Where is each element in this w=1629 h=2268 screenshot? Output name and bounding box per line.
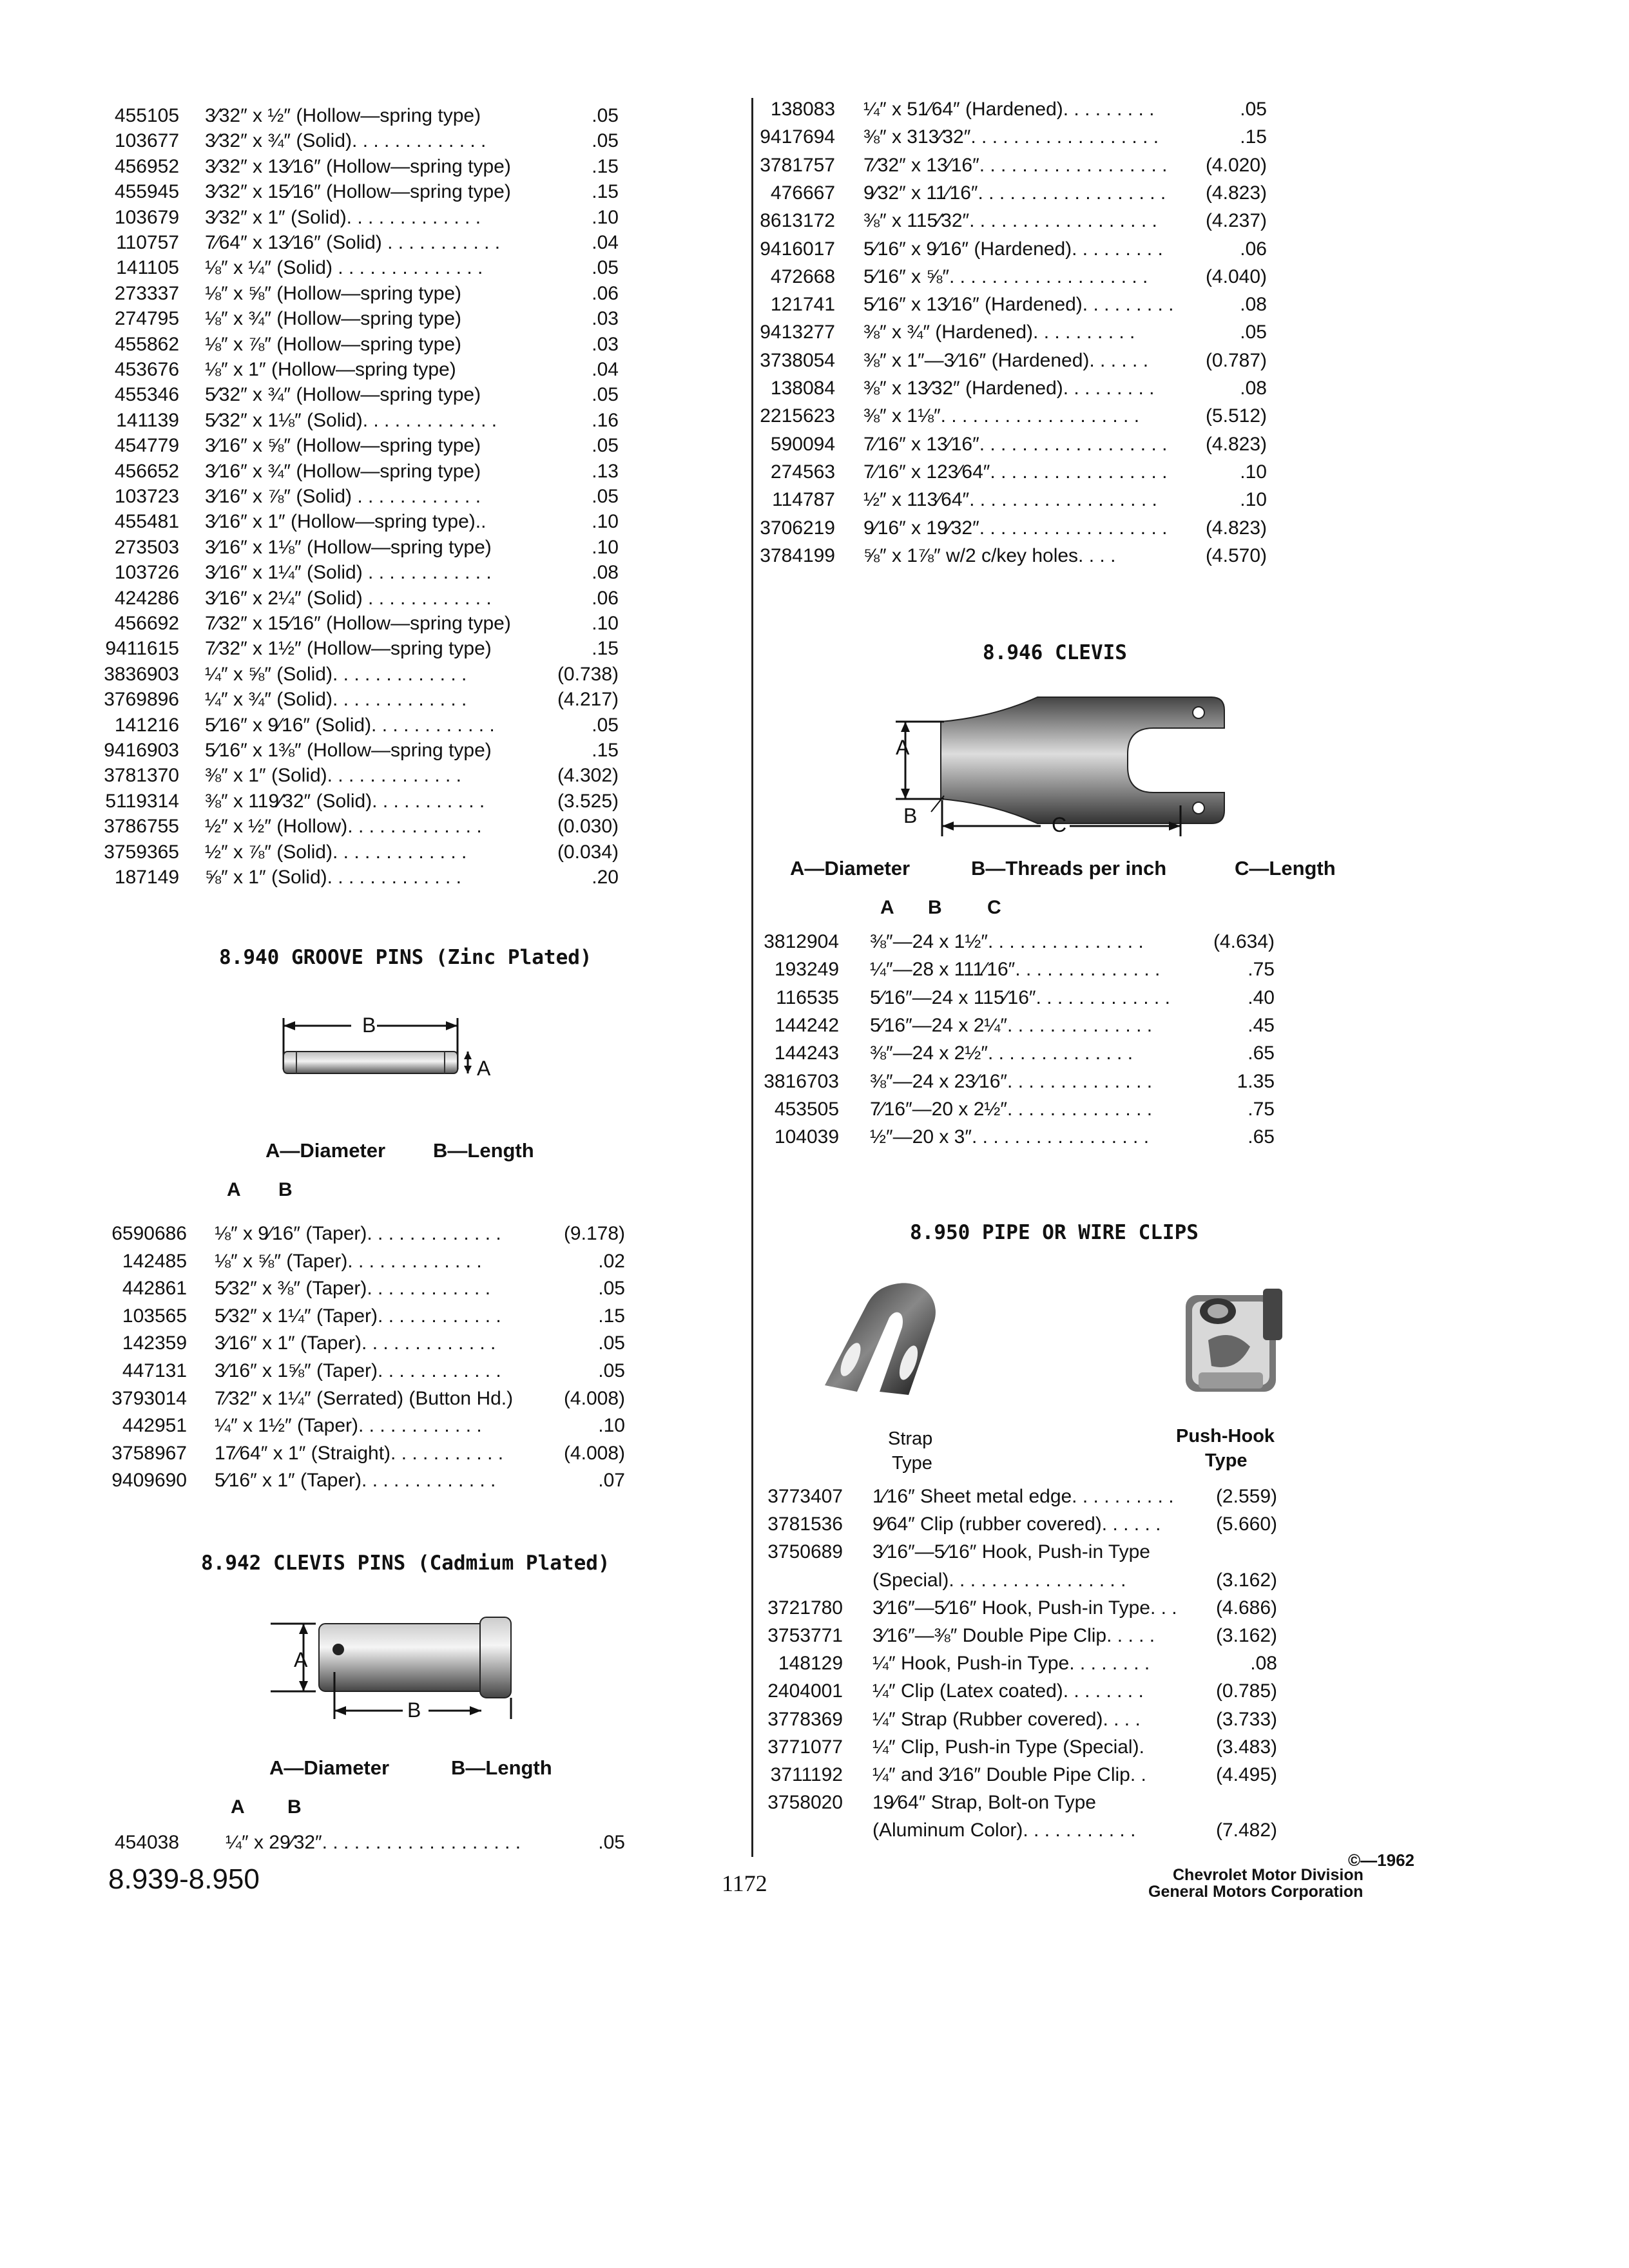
price: .15 [592,638,619,660]
part-description: ¼″ and 3⁄16″ Double Pipe Clip. . [872,1764,1146,1785]
part-description: ½″—20 x 3″. . . . . . . . . . . . . . . . . [870,1126,1150,1148]
groove-header-a: A [227,1179,241,1200]
price: (3.483) [1215,1736,1277,1758]
clip-row [0,1539,1284,1565]
part-number: 121741 [770,294,835,316]
part-number: 2215623 [760,405,835,427]
part-description: ⅜″—24 x 2½″. . . . . . . . . . . . . . [870,1043,1133,1064]
part-number: 3758967 [111,1442,187,1464]
part-description: 3⁄16″ x 1⅛″ (Hollow—spring type) [205,536,492,558]
part-number: 273503 [114,536,179,558]
part-description: 7⁄16″ x 13⁄16″. . . . . . . . . . . . . . . . . . [863,433,1168,455]
groove-legend-a: A—Diameter [265,1139,386,1162]
part-number: 455346 [114,384,179,406]
page-number: 1172 [722,1870,767,1896]
part-number: 273337 [114,282,179,304]
corporation-name: General Motors Corporation [1148,1883,1364,1901]
part-description: ⅜″ x 13⁄32″ (Hardened). . . . . . . . . [863,378,1155,399]
price: (4.823) [1205,433,1267,455]
part-number: 9409690 [111,1470,187,1492]
part-description: ⅛″ x ¾″ (Hollow—spring type) [205,308,462,330]
part-number: 454038 [114,1832,179,1853]
clevis-pins-header-b: B [287,1796,302,1818]
clip-row [0,1512,1284,1537]
part-number: 456952 [114,155,179,177]
part-number: 114787 [772,489,835,511]
part-number: 144242 [774,1014,839,1036]
part-description: 5⁄16″—24 x 115⁄16″. . . . . . . . . . . . . [870,986,1170,1008]
part-description: ⅛″ x ⅞″ (Hollow—spring type) [205,333,462,355]
part-number: 103679 [114,206,179,228]
clevis-legend-b: B—Threads per inch [971,857,1167,879]
price: .15 [1240,126,1267,148]
price: .10 [1240,461,1267,483]
part-number: 274563 [770,461,835,483]
part-number: 9411615 [105,638,179,660]
part-number: 3786755 [104,816,179,838]
clevis-diagram-label-c: C [1052,813,1067,836]
price: (4.686) [1215,1597,1277,1619]
part-description: 3⁄32″ x 13⁄16″ (Hollow—spring type) [205,155,511,177]
price: (0.785) [1215,1680,1277,1702]
part-number: 9416017 [760,238,835,260]
part-number: 3711192 [770,1764,843,1785]
price: (4.040) [1205,265,1267,287]
part-description: 9⁄32″ x 11⁄16″. . . . . . . . . . . . . . . . . . [863,182,1166,204]
part-description: ½″ x ½″ (Hollow). . . . . . . . . . . . . [205,816,482,838]
price: (0.787) [1205,349,1267,371]
price: (5.512) [1205,405,1267,427]
clevis-pins-legend-a: A—Diameter [269,1756,390,1779]
clip-row [0,1484,1284,1510]
part-description: 3⁄16″—⅜″ Double Pipe Clip. . . . . [872,1625,1155,1646]
part-description: ¼″ Strap (Rubber covered). . . . [872,1708,1141,1730]
part-number: 447131 [122,1360,187,1381]
clevis-diagram-label-a: A [896,736,910,759]
part-number: 116535 [776,986,839,1008]
part-description: ⅜″ x 115⁄32″. . . . . . . . . . . . . . . . . . [863,210,1157,232]
price: .05 [1240,99,1267,120]
part-description: ⅛″ x ⅝″ (Hollow—spring type) [205,282,462,304]
clevis-header-b: B [928,897,942,918]
part-description: 3⁄32″ x ¾″ (Solid). . . . . . . . . . . . . [205,130,487,152]
groove-header-b: B [278,1179,293,1200]
part-number: 5119314 [105,790,179,812]
clip-row [0,1651,1284,1677]
part-description: 5⁄32″ x ¾″ (Hollow—spring type) [205,384,481,406]
price: (3.162) [1215,1569,1277,1591]
part-description: 3⁄16″ x 2¼″ (Solid) . . . . . . . . . . . . [205,587,492,609]
section-range: 8.939-8.950 [108,1863,260,1895]
part-number: 3750689 [767,1541,843,1563]
clip-row [0,1762,1284,1788]
clevis-diagram-label-b: B [903,804,918,827]
price: .05 [592,435,619,457]
part-description: ⅜″—24 x 1½″. . . . . . . . . . . . . . . [870,931,1144,952]
part-number: 144243 [774,1043,839,1064]
part-number: 3773407 [767,1486,843,1507]
part-description: ¼″ x 51⁄64″ (Hardened). . . . . . . . . [863,99,1155,120]
part-number: 9416903 [104,740,179,761]
part-number: 424286 [114,587,179,609]
part-number: 3793014 [111,1387,187,1409]
price: .75 [1248,959,1275,981]
part-description: 17⁄64″ x 1″ (Straight). . . . . . . . . . . [215,1442,504,1464]
price: .06 [592,587,619,609]
part-description: 5⁄32″ x 1¼″ (Taper). . . . . . . . . . . . [215,1305,501,1327]
part-number: 141139 [116,409,179,431]
part-description: 19⁄64″ Strap, Bolt-on Type [872,1792,1096,1814]
part-number: 3781370 [104,765,179,787]
clip-row [0,1595,1284,1621]
part-number: 138084 [770,378,835,399]
price: .05 [592,714,619,736]
clevis-pins-legend-b: B—Length [451,1756,552,1779]
price: .10 [592,536,619,558]
part-description: ⅜″ x 313⁄32″. . . . . . . . . . . . . . . . . . [863,126,1159,148]
price: .05 [592,130,619,152]
part-number: 148129 [778,1653,843,1675]
part-number: 456652 [114,460,179,482]
price: .03 [592,333,619,355]
part-description: 3⁄16″ x 1″ (Taper). . . . . . . . . . . . . [215,1332,496,1354]
part-description: 5⁄16″ x 1⅜″ (Hollow—spring type) [205,740,492,761]
price: .45 [1248,1014,1275,1036]
price: .15 [592,740,619,761]
clip-row [0,1568,1284,1593]
price: .05 [592,257,619,279]
part-description: ⅛″ x ¼″ (Solid) . . . . . . . . . . . . . . [205,257,483,279]
part-description: ⅜″ x 1″ (Solid). . . . . . . . . . . . . [205,765,462,787]
part-description: ⅛″ x ⅝″ (Taper). . . . . . . . . . . . . [215,1250,482,1272]
price: .05 [592,384,619,406]
part-number: 141105 [116,257,179,279]
price: (4.237) [1205,210,1267,232]
part-number: 3769896 [104,689,179,711]
part-number: 142485 [122,1250,187,1272]
part-number: 142359 [122,1332,187,1354]
part-description: ¼″—28 x 111⁄16″. . . . . . . . . . . . . . [870,959,1161,981]
part-number: 103726 [114,562,179,584]
part-description: 7⁄32″ x 1½″ (Hollow—spring type) [205,638,492,660]
price: (4.008) [563,1387,625,1409]
part-number: 456692 [114,613,179,634]
part-number: 193249 [774,959,839,981]
part-description: ⅜″ x 1″—3⁄16″ (Hardened). . . . . . [863,349,1149,371]
part-description: (Special). . . . . . . . . . . . . . . . . [872,1569,1126,1591]
part-description: ¼″ Hook, Push-in Type. . . . . . . . [872,1653,1150,1675]
price: .03 [592,308,619,330]
part-description: 3⁄16″ x ⅝″ (Hollow—spring type) [205,435,481,457]
part-number: 3812904 [764,931,839,952]
part-description: ¼″ x 1½″ (Taper). . . . . . . . . . . . [215,1415,482,1437]
price: .04 [592,359,619,380]
clevis-header-c: C [987,897,1001,918]
price: .05 [592,105,619,126]
part-number: 3778369 [767,1708,843,1730]
copyright: ©—1962 [1348,1850,1414,1870]
price: .40 [1248,986,1275,1008]
part-description: ⅝″ x 1⅞″ w/2 c/key holes. . . . [863,544,1116,566]
part-number: 3781757 [760,154,835,176]
price: (0.030) [557,816,619,838]
price: .15 [598,1305,625,1327]
groove-diagram-label-a: A [477,1057,491,1080]
price: .16 [592,409,619,431]
part-number: 3738054 [760,349,835,371]
part-number: 3706219 [760,517,835,539]
part-description: 3⁄16″ x 1¼″ (Solid) . . . . . . . . . . . . [205,562,492,584]
part-number: 472668 [770,265,835,287]
price: 1.35 [1237,1070,1275,1092]
part-number: 3759365 [104,841,179,863]
price: (2.559) [1215,1486,1277,1507]
price: (4.302) [557,765,619,787]
price: .20 [592,867,619,888]
part-number: 455105 [114,105,179,126]
part-description: 3⁄16″—5⁄16″ Hook, Push-in Type [872,1541,1150,1563]
clips-title: 8.950 PIPE OR WIRE CLIPS [910,1221,1199,1244]
part-description: ⅜″ x 119⁄32″ (Solid). . . . . . . . . . . [205,790,485,812]
price: .65 [1248,1126,1275,1148]
part-description: 7⁄16″ x 123⁄64″. . . . . . . . . . . . . . . . . [863,461,1168,483]
price: .13 [592,460,619,482]
part-number: 3781536 [767,1514,843,1535]
price: .04 [592,232,619,253]
clevis-pin-diagram-label-a: A [294,1648,308,1671]
part-description: 5⁄16″—24 x 2¼″. . . . . . . . . . . . . . [870,1014,1153,1036]
strap-type-label-1: Strap [888,1428,933,1449]
price: .08 [1250,1653,1277,1675]
clip-row [0,1790,1284,1816]
part-description: 3⁄16″ x ⅞″ (Solid) . . . . . . . . . . . . [205,486,481,507]
part-number: 9413277 [760,322,835,343]
price: .10 [592,613,619,634]
part-number: 103565 [122,1305,187,1327]
part-number: 103723 [114,486,179,507]
part-description: 3⁄16″—5⁄16″ Hook, Push-in Type. . . [872,1597,1177,1619]
price: (4.217) [557,689,619,711]
part-description: 3⁄16″ x 1″ (Hollow—spring type).. [205,511,487,533]
push-hook-type-label-2: Type [1205,1450,1248,1471]
part-description: ⅝″ x 1″ (Solid). . . . . . . . . . . . . [205,867,462,888]
clip-row [0,1735,1284,1760]
price: (0.034) [557,841,619,863]
price: .08 [1240,294,1267,316]
part-description: ¼″ x ⅝″ (Solid). . . . . . . . . . . . . [205,663,467,685]
part-description: ⅛″ x 9⁄16″ (Taper). . . . . . . . . . . . . [215,1223,501,1244]
part-number: 3758020 [767,1792,843,1814]
part-number: 187149 [114,867,179,888]
clevis-pins-title: 8.942 CLEVIS PINS (Cadmium Plated) [201,1552,610,1575]
price: (4.570) [1205,544,1267,566]
price: .06 [592,282,619,304]
part-number: 104039 [774,1126,839,1148]
part-description: ⅜″ x 1⅛″. . . . . . . . . . . . . . . . . . . [863,405,1140,427]
part-number: 8613172 [760,210,835,232]
clip-row [0,1818,1284,1843]
clip-row [0,1623,1284,1649]
part-description: 7⁄64″ x 13⁄16″ (Solid) . . . . . . . . . . . [205,232,501,253]
part-number: 138083 [770,99,835,120]
clevis-legend-c: C—Length [1235,857,1336,879]
price: (4.020) [1205,154,1267,176]
part-number: 103677 [114,130,179,152]
part-description: ⅛″ x 1″ (Hollow—spring type) [205,359,456,380]
price: .06 [1240,238,1267,260]
part-description: 3⁄32″ x ½″ (Hollow—spring type) [205,105,481,126]
part-description: 7⁄32″ x 13⁄16″. . . . . . . . . . . . . . . . . . [863,154,1168,176]
part-description: 7⁄32″ x 1¼″ (Serrated) (Button Hd.) [215,1387,514,1409]
part-number: 455862 [114,333,179,355]
clip-row [0,1707,1284,1733]
part-description: 3⁄32″ x 15⁄16″ (Hollow—spring type) [205,181,511,203]
clevis-title: 8.946 CLEVIS [983,641,1127,664]
price: .75 [1248,1098,1275,1120]
part-number: 2404001 [767,1680,843,1702]
part-number: 9417694 [760,126,835,148]
part-description: ½″ x ⅞″ (Solid). . . . . . . . . . . . . [205,841,467,863]
price: (3.733) [1215,1708,1277,1730]
price: .15 [592,155,619,177]
price: .05 [598,1278,625,1300]
division-name: Chevrolet Motor Division [1173,1866,1364,1884]
clevis-legend-a: A—Diameter [790,857,911,879]
price: .07 [598,1470,625,1492]
part-description: 5⁄32″ x 1⅛″ (Solid). . . . . . . . . . . . . [205,409,497,431]
part-description: ¼″ Clip, Push-in Type (Special). [872,1736,1144,1758]
part-number: 3771077 [767,1736,843,1758]
part-number: 442861 [122,1278,187,1300]
price: (3.525) [557,790,619,812]
part-description: 5⁄16″ x 9⁄16″ (Solid). . . . . . . . . . . . [205,714,495,736]
part-description: 7⁄32″ x 15⁄16″ (Hollow—spring type) [205,613,511,634]
price: (4.823) [1205,517,1267,539]
price: (3.162) [1215,1625,1277,1646]
price: .08 [592,562,619,584]
part-number: 141216 [114,714,179,736]
part-number: 455945 [114,181,179,203]
price: (7.482) [1215,1820,1277,1841]
groove-legend-b: B—Length [433,1139,534,1162]
price: (9.178) [563,1223,625,1244]
price: .65 [1248,1043,1275,1064]
clevis-pin-diagram-label-b: B [407,1698,421,1722]
part-number: 110757 [116,232,179,253]
part-number: 476667 [770,182,835,204]
strap-type-label-2: Type [892,1453,932,1474]
part-description: 9⁄64″ Clip (rubber covered). . . . . . [872,1514,1161,1535]
part-number: 3753771 [767,1625,843,1646]
price: (0.738) [557,663,619,685]
part-description: 5⁄16″ x ⅝″. . . . . . . . . . . . . . . . . . . [863,265,1148,287]
price: .05 [1240,322,1267,343]
part-description: 3⁄16″ x ¾″ (Hollow—spring type) [205,460,481,482]
part-description: 5⁄16″ x 13⁄16″ (Hardened). . . . . . . . . [863,294,1174,316]
part-number: 454779 [114,435,179,457]
price: (5.660) [1215,1514,1277,1535]
part-description: 3⁄16″ x 1⅝″ (Taper). . . . . . . . . . . . [215,1360,501,1381]
part-number: 3836903 [104,663,179,685]
part-number: 590094 [770,433,835,455]
price: .10 [598,1415,625,1437]
part-description: ⅜″—24 x 23⁄16″. . . . . . . . . . . . . . [870,1070,1153,1092]
groove-pins-title: 8.940 GROOVE PINS (Zinc Plated) [219,946,592,969]
price: (4.008) [563,1442,625,1464]
part-description: 7⁄16″—20 x 2½″. . . . . . . . . . . . . . [870,1098,1153,1120]
part-number: 453676 [114,359,179,380]
part-description: (Aluminum Color). . . . . . . . . . . [872,1820,1136,1841]
price: .10 [1240,489,1267,511]
part-number: 274795 [114,308,179,330]
part-number: 455481 [114,511,179,533]
part-description: 5⁄32″ x ⅜″ (Taper). . . . . . . . . . . . [215,1278,491,1300]
part-description: 9⁄16″ x 19⁄32″. . . . . . . . . . . . . . . . . . [863,517,1168,539]
part-number: 3784199 [760,544,835,566]
part-description: 3⁄32″ x 1″ (Solid). . . . . . . . . . . . . [205,206,481,228]
part-description: 5⁄16″ x 9⁄16″ (Hardened). . . . . . . . . [863,238,1163,260]
price: .05 [598,1332,625,1354]
price: .02 [598,1250,625,1272]
push-hook-type-label-1: Push-Hook [1176,1426,1275,1446]
price: .10 [592,511,619,533]
part-description: ¼″ Clip (Latex coated). . . . . . . . [872,1680,1144,1702]
part-number: 6590686 [111,1223,187,1244]
price: .05 [598,1832,625,1853]
part-number: 453505 [774,1098,839,1120]
part-number: 3721780 [767,1597,843,1619]
price: .08 [1240,378,1267,399]
clevis-pins-header-a: A [231,1796,245,1818]
groove-diagram-label-b: B [362,1014,376,1037]
price: (4.495) [1215,1764,1277,1785]
part-description: 1⁄16″ Sheet metal edge. . . . . . . . . . [872,1486,1174,1507]
price: .15 [592,181,619,203]
clevis-header-a: A [880,897,894,918]
clip-row [0,1678,1284,1704]
price: (4.634) [1213,931,1275,952]
part-description: ½″ x 113⁄64″. . . . . . . . . . . . . . . . . . [863,489,1157,511]
part-description: ¼″ x 29⁄32″. . . . . . . . . . . . . . . . . . . [226,1832,521,1853]
price: (4.823) [1205,182,1267,204]
part-description: ¼″ x ¾″ (Solid). . . . . . . . . . . . . [205,689,467,711]
price: .10 [592,206,619,228]
price: .05 [598,1360,625,1381]
part-number: 442951 [122,1415,187,1437]
price: .05 [592,486,619,507]
part-description: ⅜″ x ¾″ (Hardened). . . . . . . . . . [863,322,1135,343]
part-description: 5⁄16″ x 1″ (Taper). . . . . . . . . . . . . [215,1470,496,1492]
part-number: 3816703 [764,1070,839,1092]
